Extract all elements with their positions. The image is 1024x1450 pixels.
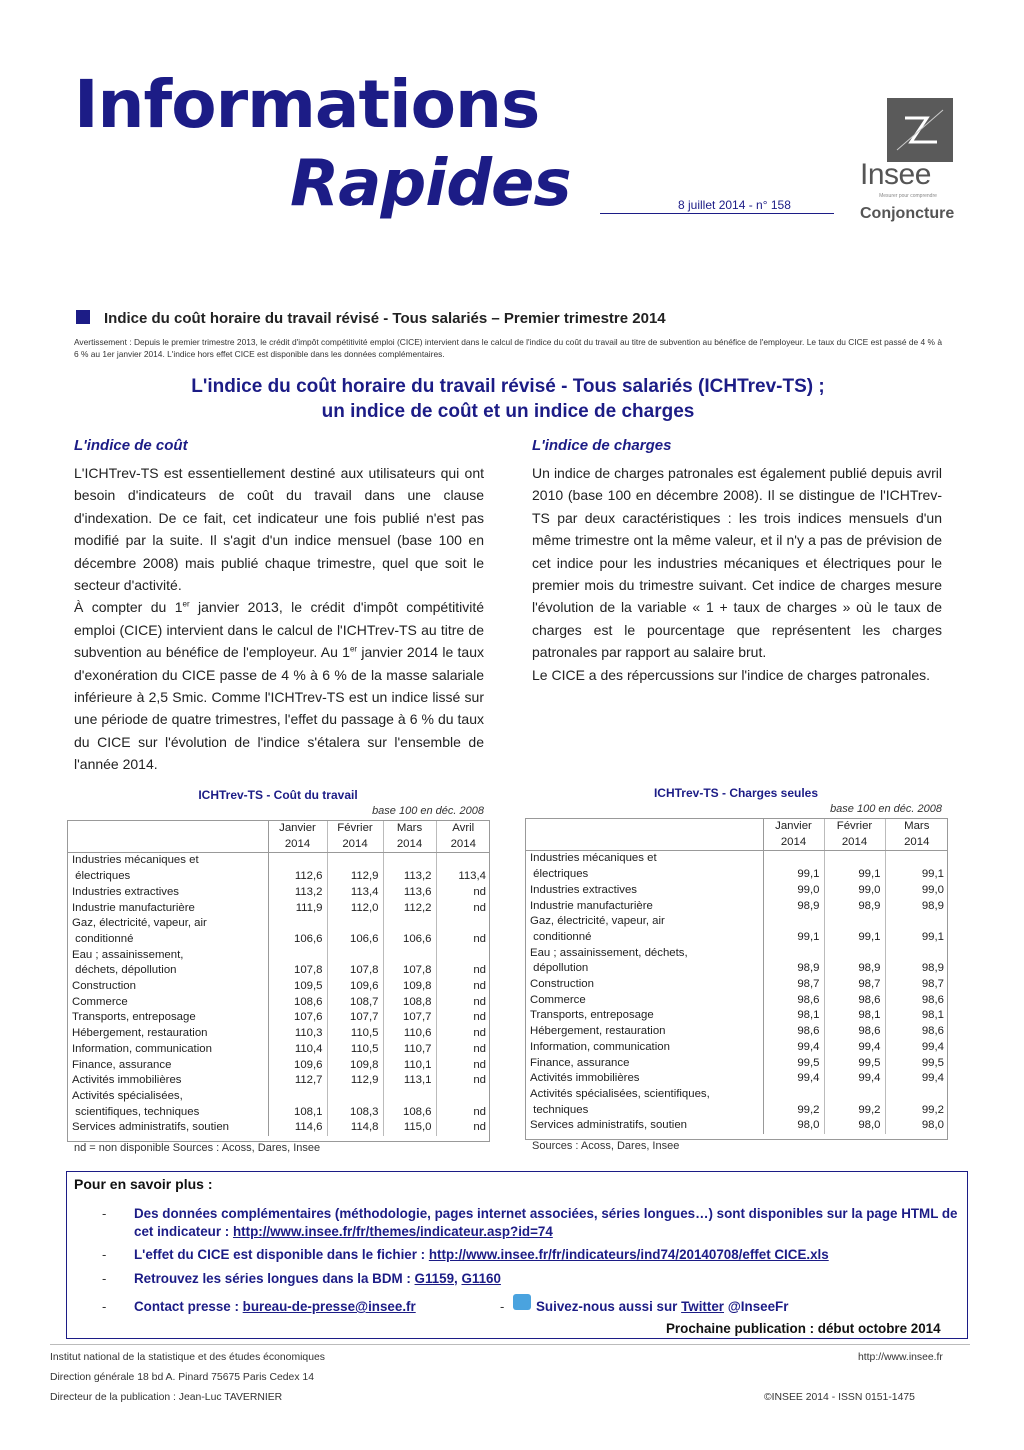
column-header: Janvier 2014 <box>268 821 327 853</box>
cell-value: 111,9 <box>268 901 327 917</box>
cell-value: 99,0 <box>824 883 885 899</box>
cell-value: 113,1 <box>383 1073 436 1089</box>
cell-value: 98,6 <box>763 993 824 1009</box>
row-label: Hébergement, restauration <box>525 1024 763 1040</box>
table-row <box>525 1087 948 1103</box>
left-column-title: L'indice de coût <box>74 437 188 454</box>
row-label: Industries mécaniques et <box>67 853 268 869</box>
table-row <box>67 995 490 1011</box>
row-label: Activités immobilières <box>525 1071 763 1087</box>
cell-value: 110,5 <box>327 1026 383 1042</box>
charges-table-title: ICHTrev-TS - Charges seules <box>653 786 819 800</box>
cell-value: 114,6 <box>268 1120 327 1136</box>
table-row <box>525 1103 948 1119</box>
table-row <box>525 1071 948 1087</box>
table-row <box>67 1042 490 1058</box>
cell-value: 110,7 <box>383 1042 436 1058</box>
row-label: Gaz, électricité, vapeur, air <box>525 914 763 930</box>
row-label: Construction <box>525 977 763 993</box>
insee-logo-icon <box>887 98 953 162</box>
table-row <box>525 851 948 867</box>
cell-value: 110,4 <box>268 1042 327 1058</box>
cell-value: nd <box>473 1027 486 1040</box>
twitter-link[interactable]: Twitter <box>681 1299 725 1314</box>
cell-value: 112,6 <box>268 869 327 885</box>
row-label: Commerce <box>67 995 268 1011</box>
twitter-icon[interactable] <box>513 1294 531 1310</box>
row-label: Commerce <box>525 993 763 1009</box>
cell-value: 107,7 <box>327 1010 383 1026</box>
cell-value: nd <box>473 1011 486 1024</box>
row-label: Eau ; assainissement, déchets, <box>525 946 763 962</box>
cell-value: 109,5 <box>268 979 327 995</box>
bullet: - <box>102 1299 107 1314</box>
row-label: Information, communication <box>525 1040 763 1056</box>
row-label: Industries extractives <box>67 885 268 901</box>
cell-value: 98,7 <box>824 977 885 993</box>
cell-value: nd <box>473 1121 486 1134</box>
row-label: Hébergement, restauration <box>67 1026 268 1042</box>
next-publication: Prochaine publication : début octobre 2014 <box>666 1321 941 1336</box>
headline-line-2: un indice de coût et un indice de charges <box>321 401 695 422</box>
row-label: Activités spécialisées, scientifiques, <box>525 1087 763 1103</box>
cell-value: 114,8 <box>327 1120 383 1136</box>
table-row <box>67 901 490 917</box>
cell-value: 110,1 <box>383 1058 436 1074</box>
cell-value: 108,1 <box>268 1105 327 1121</box>
footer-address: Direction générale 18 bd A. Pinard 75675 Paris Cedex 14 <box>50 1372 314 1383</box>
cell-value: 113,2 <box>383 869 436 885</box>
bullet: - <box>102 1271 107 1286</box>
cell-value: 98,9 <box>921 962 944 975</box>
cell-value: nd <box>473 1042 486 1055</box>
row-label: électriques <box>525 867 763 883</box>
left-paragraph-1: L'ICHTrev-TS est essentiellement destiné aux utilisateurs qui ont besoin d'indicateurs de coût du travail dans une clause d'indexation. De ce fait, cet indicateur une fois publié n'est pas modifié par la suite. Il s'agit d'un indice mensuel (base 100 en décembre 2008) mais publié chaque trimestre, quel que soit le secteur d'activité. <box>74 465 484 594</box>
more-info-title: Pour en savoir plus : <box>74 1176 213 1192</box>
table-row <box>525 867 948 883</box>
section-title: Indice du coût horaire du travail révisé - Tous salariés – Premier trimestre 2014 <box>104 310 666 327</box>
cell-value: 98,6 <box>921 993 944 1006</box>
row-label: Activités spécialisées, <box>67 1089 268 1105</box>
cell-value: nd <box>473 1074 486 1087</box>
cell-value: 106,6 <box>327 932 383 948</box>
cell-value: 108,6 <box>383 1105 436 1121</box>
table-row <box>67 1026 490 1042</box>
cell-value: 99,1 <box>763 867 824 883</box>
right-paragraph-2: Le CICE a des répercussions sur l'indice de charges patronales. <box>532 666 930 683</box>
bullet: - <box>500 1299 505 1314</box>
table-row <box>67 853 490 869</box>
row-label: techniques <box>525 1103 763 1119</box>
cell-value: 99,4 <box>824 1071 885 1087</box>
more-info-item-data: Des données complémentaires (méthodologie, pages internet associées, séries longues…) sont disponibles sur la page HTML de cet indicateur : http://www.insee.fr/fr/themes/indicateur.asp?id=74 <box>134 1206 958 1239</box>
cell-value: 99,4 <box>763 1071 824 1087</box>
table-row <box>525 1056 948 1072</box>
cell-value: 113,4 <box>327 885 383 901</box>
column-header: Février 2014 <box>824 819 885 851</box>
masthead-rule <box>600 213 834 214</box>
cell-value: 99,2 <box>763 1103 824 1119</box>
cell-value: 98,9 <box>824 961 885 977</box>
right-paragraph-1: Un indice de charges patronales est également publié depuis avril 2010 (base 100 en décembre 2008). Il se distingue de l'ICHTrev-TS par deux caractéristiques : les trois indices mensuels d'un même trimestre ont la même valeur, et il n'y a pas de prévision de cet indice pour les industries mécaniques et électriques pour le premier mois du trimestre suivant. Cet indice de charges mesure l'évolution de la variable « 1 + taux de charges » où le taux de charges est le pourcentage que représentent les charges patronales par rapport au salaire brut. <box>532 465 942 661</box>
table-row <box>67 979 490 995</box>
row-label: Construction <box>67 979 268 995</box>
table-row <box>525 930 948 946</box>
more-info-item-twitter: Suivez-nous aussi sur Twitter @InseeFr <box>536 1299 789 1314</box>
right-column-title: L'indice de charges <box>532 437 672 454</box>
left-paragraph-2: À compter du 1er janvier 2013, le crédit d'impôt compétitivité emploi (CICE) intervient dans le calcul de l'ICHTrev-TS au titre de subvention au bénéfice de l'employeur. Au 1er janvier 2014 le taux d'exonération du CICE passe de 4 % à 6 % de la masse salariale inférieure à 2,5 Smic. Comme l'ICHTrev-TS est un indice lissé sur une période de quatre trimestres, l'effet du passage à 6 % du taux du CICE sur l'évolution de l'indice s'étalera sur l'ensemble de l'année 2014. <box>74 599 484 773</box>
charges-table-note: Sources : Acoss, Dares, Insee <box>532 1140 680 1152</box>
cell-value: 108,3 <box>327 1105 383 1121</box>
more-info-item-bdm: Retrouvez les séries longues dans la BDM : G1159, G1160 <box>134 1271 501 1286</box>
table-row <box>525 1008 948 1024</box>
row-label: dépollution <box>525 961 763 977</box>
row-label: Services administratifs, soutien <box>67 1120 268 1136</box>
table-row <box>525 946 948 962</box>
cell-value: 99,5 <box>763 1056 824 1072</box>
headline <box>74 374 942 424</box>
cice-file-link[interactable]: http://www.insee.fr/fr/indicateurs/ind74/20140708/effet CICE.xls <box>428 1247 829 1262</box>
more-info-item-cice: L'effet du CICE est disponible dans le fichier : http://www.insee.fr/fr/indicateurs/ind74/20140708/effet CICE.xls <box>134 1247 829 1262</box>
cell-value: 98,0 <box>763 1118 824 1134</box>
cell-value: 98,1 <box>763 1008 824 1024</box>
column-header: Mars 2014 <box>885 819 948 851</box>
cell-value: nd <box>473 1058 486 1071</box>
cell-value: 108,8 <box>383 995 436 1011</box>
logo-tagline: Mesurer pour comprendre <box>879 193 937 199</box>
cell-value: nd <box>473 980 486 993</box>
column-header: Janvier 2014 <box>763 819 824 851</box>
table-row <box>525 961 948 977</box>
row-label: Industries extractives <box>525 883 763 899</box>
table-row <box>525 1040 948 1056</box>
cell-value: 99,4 <box>763 1040 824 1056</box>
right-column-body <box>532 462 942 686</box>
cell-value: 106,6 <box>268 932 327 948</box>
table-row <box>525 899 948 915</box>
row-label: Information, communication <box>67 1042 268 1058</box>
cell-value: 98,1 <box>921 1009 944 1022</box>
cell-value: 98,6 <box>824 993 885 1009</box>
cell-value: nd <box>473 885 486 898</box>
more-info-item-press: Contact presse : bureau-de-presse@insee.fr <box>134 1299 416 1314</box>
row-label: Activités immobilières <box>67 1073 268 1089</box>
row-label: Industrie manufacturière <box>525 899 763 915</box>
cell-value: 106,6 <box>383 932 436 948</box>
table-row <box>67 1073 490 1089</box>
table-row <box>67 1120 490 1136</box>
cost-table-note: nd = non disponible Sources : Acoss, Dares, Insee <box>74 1142 321 1154</box>
table-row <box>67 1058 490 1074</box>
warning-text: Avertissement : Depuis le premier trimestre 2013, le crédit d'impôt compétitivité emploi (CICE) intervient dans le calcul de l'indice du coût du travail au titre de subvention au bénéfice de l'employeur. Le taux du CICE est passé de 4 % à 6 % au 1er janvier 2014. L'indice hors effet CICE est disponible dans les données complémentaires. <box>74 337 942 359</box>
cell-value: 107,6 <box>268 1010 327 1026</box>
row-label: Transports, entreposage <box>525 1008 763 1024</box>
row-label: scientifiques, techniques <box>67 1105 268 1121</box>
cell-value: nd <box>473 1105 486 1118</box>
headline-line-1: L'indice du coût horaire du travail révisé - Tous salariés (ICHTrev-TS) ; <box>191 376 825 397</box>
row-label: Services administratifs, soutien <box>525 1118 763 1134</box>
cell-value: nd <box>473 964 486 977</box>
cell-value: 107,8 <box>268 963 327 979</box>
row-label: Industries mécaniques et <box>525 851 763 867</box>
cost-table-title: ICHTrev-TS - Coût du travail <box>198 788 358 802</box>
table-row <box>67 948 490 964</box>
cost-table <box>67 821 490 1136</box>
cell-value: 99,4 <box>921 1040 944 1053</box>
table-row <box>525 1024 948 1040</box>
cell-value: 98,0 <box>824 1118 885 1134</box>
cell-value: 99,4 <box>921 1072 944 1085</box>
cell-value: 108,7 <box>327 995 383 1011</box>
table-row <box>67 1010 490 1026</box>
cell-value: 98,7 <box>921 978 944 991</box>
cell-value: 99,0 <box>763 883 824 899</box>
cell-value: 98,6 <box>763 1024 824 1040</box>
footer-copyright: ©INSEE 2014 - ISSN 0151-1475 <box>764 1392 915 1403</box>
cell-value: 98,1 <box>824 1008 885 1024</box>
cell-value: 110,6 <box>383 1026 436 1042</box>
row-label: Finance, assurance <box>67 1058 268 1074</box>
cell-value: 112,9 <box>327 869 383 885</box>
left-column-body <box>74 462 484 776</box>
table-row <box>525 1118 948 1134</box>
cell-value: 112,0 <box>327 901 383 917</box>
cell-value: 99,5 <box>824 1056 885 1072</box>
cell-value: 110,5 <box>327 1042 383 1058</box>
table-row <box>525 977 948 993</box>
cell-value: 98,7 <box>763 977 824 993</box>
table-row <box>67 1105 490 1121</box>
footer-website-link[interactable]: http://www.insee.fr <box>858 1352 943 1363</box>
cell-value: nd <box>473 901 486 914</box>
row-label: Finance, assurance <box>525 1056 763 1072</box>
section-square-icon <box>76 310 90 324</box>
cell-value: 109,6 <box>268 1058 327 1074</box>
charges-table <box>525 819 948 1134</box>
cell-value: 99,2 <box>921 1103 944 1116</box>
issue-number: 8 juillet 2014 - n° 158 <box>678 198 791 212</box>
logo-section: Conjoncture <box>860 205 955 222</box>
charges-table-base: base 100 en déc. 2008 <box>830 803 942 815</box>
footer-director: Directeur de la publication : Jean-Luc TAVERNIER <box>50 1392 283 1403</box>
cell-value: 107,8 <box>327 963 383 979</box>
bullet: - <box>102 1206 107 1221</box>
cell-value: 107,7 <box>383 1010 436 1026</box>
table-row <box>67 932 490 948</box>
bdm-g1160-link[interactable]: G1160 <box>461 1271 501 1286</box>
cell-value: 108,6 <box>268 995 327 1011</box>
column-header: Février 2014 <box>327 821 383 853</box>
bullet: - <box>102 1247 107 1262</box>
row-label: conditionné <box>525 930 763 946</box>
cell-value: 99,1 <box>824 867 885 883</box>
column-header: Mars 2014 <box>383 821 436 853</box>
cell-value: 98,9 <box>763 961 824 977</box>
row-label: Transports, entreposage <box>67 1010 268 1026</box>
table-row <box>525 914 948 930</box>
cell-value: 99,5 <box>921 1056 944 1069</box>
cell-value: 98,0 <box>921 1119 944 1132</box>
cell-value: 98,6 <box>824 1024 885 1040</box>
cell-value: 109,6 <box>327 979 383 995</box>
cell-value: 112,2 <box>383 901 436 917</box>
cell-value: 109,8 <box>383 979 436 995</box>
cell-value: 99,4 <box>824 1040 885 1056</box>
cell-value: 98,9 <box>921 899 944 912</box>
charges-table-header <box>525 819 948 851</box>
cell-value: 112,7 <box>268 1073 327 1089</box>
table-row <box>525 993 948 1009</box>
cell-value: 107,8 <box>383 963 436 979</box>
cell-value: 113,2 <box>268 885 327 901</box>
cell-value: 112,9 <box>327 1073 383 1089</box>
cell-value: 99,2 <box>824 1103 885 1119</box>
cell-value: 109,8 <box>327 1058 383 1074</box>
table-row <box>525 883 948 899</box>
row-label: déchets, dépollution <box>67 963 268 979</box>
cell-value: 99,1 <box>921 930 944 943</box>
masthead-subtitle: Rapides <box>290 147 571 221</box>
press-email-link[interactable]: bureau-de-presse@insee.fr <box>242 1299 416 1314</box>
bdm-g1159-link[interactable]: G1159 <box>414 1271 455 1286</box>
row-label: Eau ; assainissement, <box>67 948 268 964</box>
table-row <box>67 1089 490 1105</box>
row-label: Gaz, électricité, vapeur, air <box>67 916 268 932</box>
cell-value: 113,6 <box>383 885 436 901</box>
table-row <box>67 869 490 885</box>
cost-table-base: base 100 en déc. 2008 <box>372 805 484 817</box>
cost-table-header <box>67 821 490 853</box>
cell-value: nd <box>473 995 486 1008</box>
masthead-title: Informations <box>74 66 540 143</box>
cell-value: nd <box>473 932 486 945</box>
cell-value: 99,1 <box>824 930 885 946</box>
cell-value: 99,1 <box>921 868 944 881</box>
cell-value: 98,6 <box>921 1025 944 1038</box>
footer-rule <box>50 1344 970 1345</box>
footer-institute: Institut national de la statistique et des études économiques <box>50 1352 325 1363</box>
cell-value: 113,4 <box>458 870 486 883</box>
cell-value: 99,0 <box>921 883 944 896</box>
cell-value: 110,3 <box>268 1026 327 1042</box>
logo-name: Insee <box>860 158 931 191</box>
cell-value: 98,9 <box>824 899 885 915</box>
row-label: Industrie manufacturière <box>67 901 268 917</box>
table-row <box>67 885 490 901</box>
cell-value: 98,9 <box>763 899 824 915</box>
cell-value: 115,0 <box>383 1120 436 1136</box>
row-label: conditionné <box>67 932 268 948</box>
row-label: électriques <box>67 869 268 885</box>
column-header: Avril 2014 <box>436 821 490 853</box>
indicator-page-link[interactable]: http://www.insee.fr/fr/themes/indicateur.asp?id=74 <box>232 1224 553 1239</box>
table-row <box>67 963 490 979</box>
table-row <box>67 916 490 932</box>
cell-value: 99,1 <box>763 930 824 946</box>
